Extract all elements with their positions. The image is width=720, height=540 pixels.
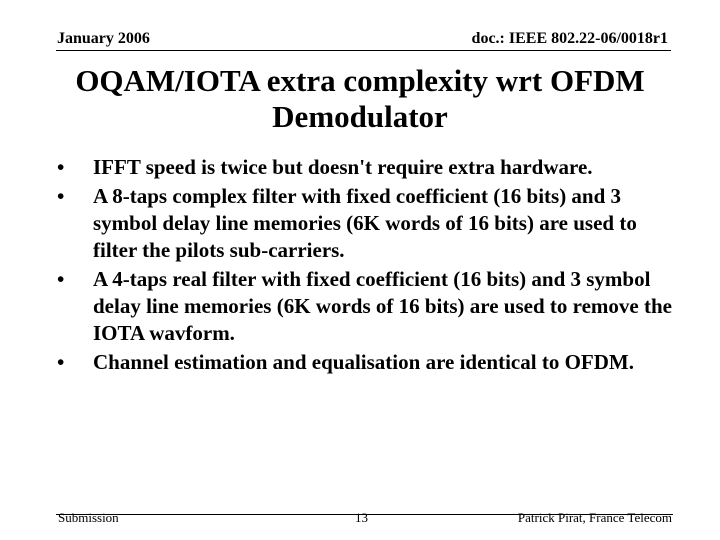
footer-submission: Submission: [58, 510, 119, 525]
bullet-list: [57, 154, 682, 378]
bullet-dot-icon: •: [57, 350, 65, 374]
bullet-text: IFFT speed is twice but doesn't require extra hardware.: [93, 155, 593, 179]
bullet-text: Channel estimation and equalisation are identical to OFDM.: [93, 350, 634, 374]
header-doc-id: doc.: IEEE 802.22-06/0018r1: [471, 30, 668, 47]
bullet-item: [57, 183, 682, 264]
bullet-item: [57, 154, 682, 181]
bullet-dot-icon: •: [57, 184, 65, 208]
slide-title: OQAM/IOTA extra complexity wrt OFDM Demodulator: [75, 63, 645, 134]
bullet-dot-icon: •: [57, 155, 65, 179]
bullet-item: [57, 266, 682, 347]
bullet-item: [57, 349, 682, 376]
header-date: January 2006: [57, 30, 150, 47]
header-divider: [56, 50, 671, 51]
bullet-text: A 4-taps real filter with fixed coefficient (16 bits) and 3 symbol delay line memories (6K words of 16 bits) are used to remove the IOTA wavform.: [93, 267, 672, 345]
footer-page-number: 13: [355, 510, 368, 525]
footer-author: Patrick Pirat, France Telecom: [517, 510, 672, 525]
bullet-dot-icon: •: [57, 267, 65, 291]
bullet-text: A 8-taps complex filter with fixed coefficient (16 bits) and 3 symbol delay line memories (6K words of 16 bits) are used to filter the pilots sub-carriers.: [93, 184, 637, 262]
